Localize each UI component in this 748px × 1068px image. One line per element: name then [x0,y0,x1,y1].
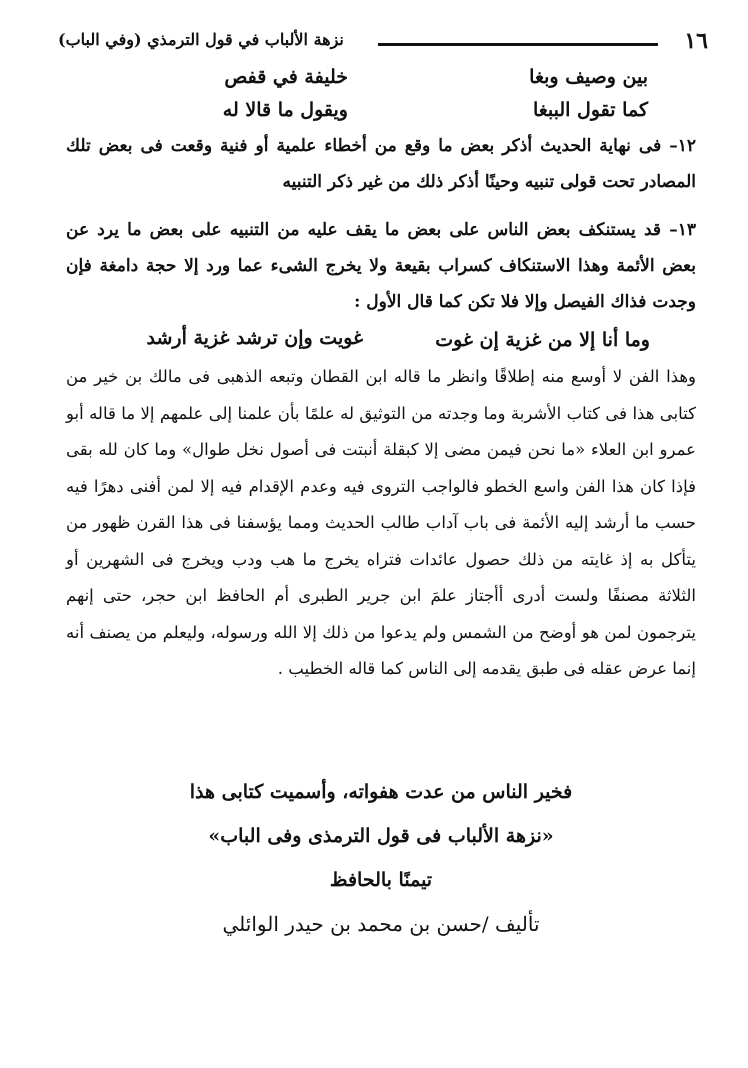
verse-1-second-hemistich: بين وصيف وبغا [529,66,648,88]
verse-1-first-hemistich: خليفة في قفص [224,66,348,88]
closing-block [66,770,696,946]
running-title: نزهة الألباب في قول الترمذي (وفي الباب) [58,30,344,49]
closing-book-title: «نزهة الألباب فى قول الترمذى وفى الباب» [208,825,554,847]
verse-2-second-hemistich: كما تقول الببغا [532,99,648,121]
main-paragraph: وهذا الفن لا أوسع منه إطلاقًا وانظر ما قاله ابن القطان وتبعه الذهبى فى مالك بن خير من كتابى هذا فى كتاب الأشربة وما وجدته من التوثيق له علمًا بأن علمنا إلى علمهم إلا ما قاله أبو عمرو ابن العلاء «ما نحن فيمن مضى إلا كبقلة أنبتت فى أصول نخل طوال» وما كان لله بقى فإذا كان هذا الفن واسع الخطو فالواجب التروى فيه وعدم الإقدام فيه إلا لمن أفنى دهرًا فيه حسب ما أرشد إليه الأئمة فى باب آداب طالب الحديث ومما يؤسفنا فى هذا القرن ظهور من يتأكل به إذ غايته من ذلك حصول عائدات فتراه يخرج ما هب ودب ويخرج فى الشهرين أو الثلاثة مصنفًا ولست أدرى أأجتاز علمَ ابن جرير الطبرى أم الحافظ ابن حجر، حتى إنهم يترجمون لمن هو أوضح من الشمس ولم يدعوا من ذلك إلا الله ورسوله، وليعلم من يصنف أنه إنما عرض عقله فى طبق يقدمه إلى الناس كما قاله الخطيب . [66,367,696,678]
closing-line-3: تيمنًا بالحافظ [329,869,433,891]
author-line: تأليف /حسن بن محمد بن حيدر الوائلي [222,912,540,936]
note-12-paragraph: ١٢– فى نهاية الحديث أذكر بعض ما وقع من أخطاء علمية أو فنية وقعت فى بعض تلك المصادر تحت قولى تنبيه وحينًا أذكر ذلك من غير ذكر التنبيه [66,136,696,192]
header-rule [378,43,658,46]
note-13-paragraph: ١٣– قد يستنكف بعض الناس على بعض ما يقف عليه من التنبيه على بعض ما يرد عن بعض الأئمة وهذا الاستنكاف كسراب بقيعة ولا يخرج الشىء عما ورد إلا حجة دامغة فإن وجدت فذاك الفيصل وإلا فلا تكن كما قال الأول : [66,220,696,312]
running-header [58,28,708,58]
quoted-verse-second-hemistich: غويت وإن ترشد غزية أرشد [146,327,363,349]
closing-line-1: فخير الناس من عدت هفواته، وأسميت كتابى هذا [189,781,573,803]
quoted-verse-first-hemistich: وما أنا إلا من غزية إن غوت [435,329,650,351]
verse-2-first-hemistich: ويقول ما قالا له [222,99,348,121]
page-number: ١٦ [684,28,708,54]
